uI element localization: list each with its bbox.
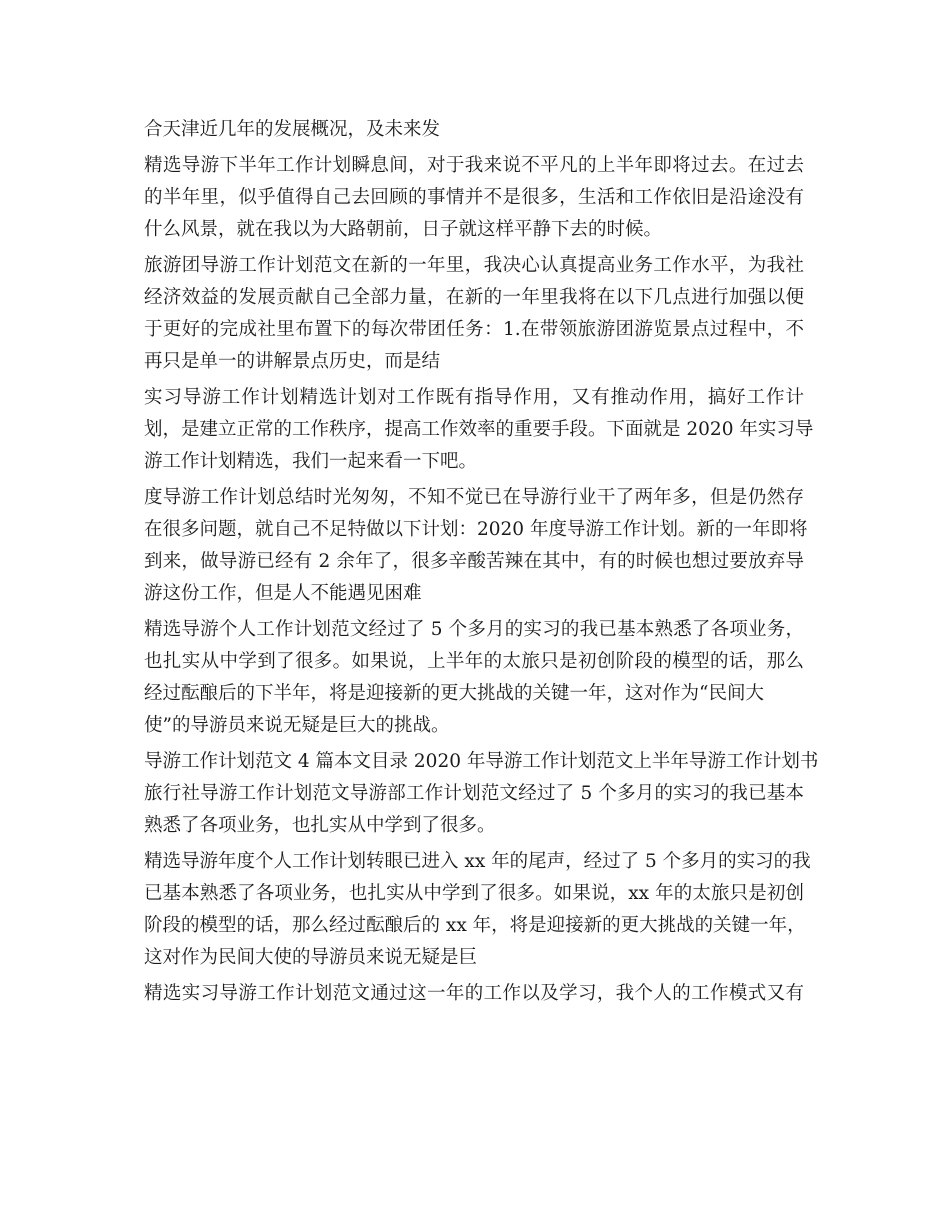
text-line: 实习导游工作计划精选计划对工作既有指导作用，又有推动作用，搞好工作计 <box>144 387 804 408</box>
text-line: 度导游工作计划总结时光匆匆，不知不觉已在导游行业干了两年多，但是仍然存 <box>144 487 804 508</box>
text-line: 已基本熟悉了各项业务，也扎实从中学到了很多。如果说，xx 年的太旅只是初创 <box>144 883 804 904</box>
text-line: 熟悉了各项业务，也扎实从中学到了很多。 <box>144 815 496 836</box>
text-line: 游工作计划精选，我们一起来看一下吧。 <box>144 451 478 472</box>
text-line: 也扎实从中学到了很多。如果说，上半年的太旅只是初创阶段的模型的话，那么 <box>144 651 804 672</box>
text-line: 导游工作计划范文 4 篇本文目录 2020 年导游工作计划范文上半年导游工作计划书 <box>144 751 819 772</box>
text-line: 旅游团导游工作计划范文在新的一年里，我决心认真提高业务工作水平，为我社 <box>144 255 804 276</box>
text-line: 划，是建立正常的工作秩序，提高工作效率的重要手段。下面就是 2020 年实习导 <box>144 419 814 440</box>
text-line: 在很多问题，就自己不足特做以下计划：2020 年度导游工作计划。新的一年即将 <box>144 519 808 540</box>
text-line: 经济效益的发展贡献自己全部力量，在新的一年里我将在以下几点进行加强以便 <box>144 287 804 308</box>
text-line: 精选导游年度个人工作计划转眼已进入 xx 年的尾声，经过了 5 个多月的实习的我 <box>144 851 811 872</box>
text-line: 旅行社导游工作计划范文导游部工作计划范文经过了 5 个多月的实习的我已基本 <box>144 783 804 804</box>
text-line: 精选导游下半年工作计划瞬息间，对于我来说不平凡的上半年即将过去。在过去 <box>144 155 804 176</box>
text-line: 的半年里，似乎值得自己去回顾的事情并不是很多，生活和工作依旧是沿途没有 <box>144 187 804 208</box>
text-line: 使”的导游员来说无疑是巨大的挑战。 <box>144 715 450 736</box>
text-line: 合天津近几年的发展概况，及未来发 <box>144 119 441 140</box>
text-line: 什么风景，就在我以为大路朝前，日子就这样平静下去的时候。 <box>144 219 663 240</box>
text-line: 这对作为民间大使的导游员来说无疑是巨 <box>144 947 478 968</box>
text-line: 到来，做导游已经有 2 余年了，很多辛酸苦辣在其中，有的时候也想过要放弃导 <box>144 551 804 572</box>
text-line: 再只是单一的讲解景点历史，而是结 <box>144 351 441 372</box>
document-body <box>144 114 819 1010</box>
text-line: 游这份工作，但是人不能遇见困难 <box>144 583 422 604</box>
text-line: 精选实习导游工作计划范文通过这一年的工作以及学习，我个人的工作模式又有 <box>144 983 804 1004</box>
text-line: 于更好的完成社里布置下的每次带团任务：1.在带领旅游团游览景点过程中，不 <box>144 319 804 340</box>
text-line: 经过酝酿后的下半年，将是迎接新的更大挑战的关键一年，这对作为“民间大 <box>144 683 764 704</box>
text-line: 阶段的模型的话，那么经过酝酿后的 xx 年，将是迎接新的更大挑战的关键一年， <box>144 915 806 936</box>
text-line: 精选导游个人工作计划范文经过了 5 个多月的实习的我已基本熟悉了各项业务， <box>144 619 804 640</box>
